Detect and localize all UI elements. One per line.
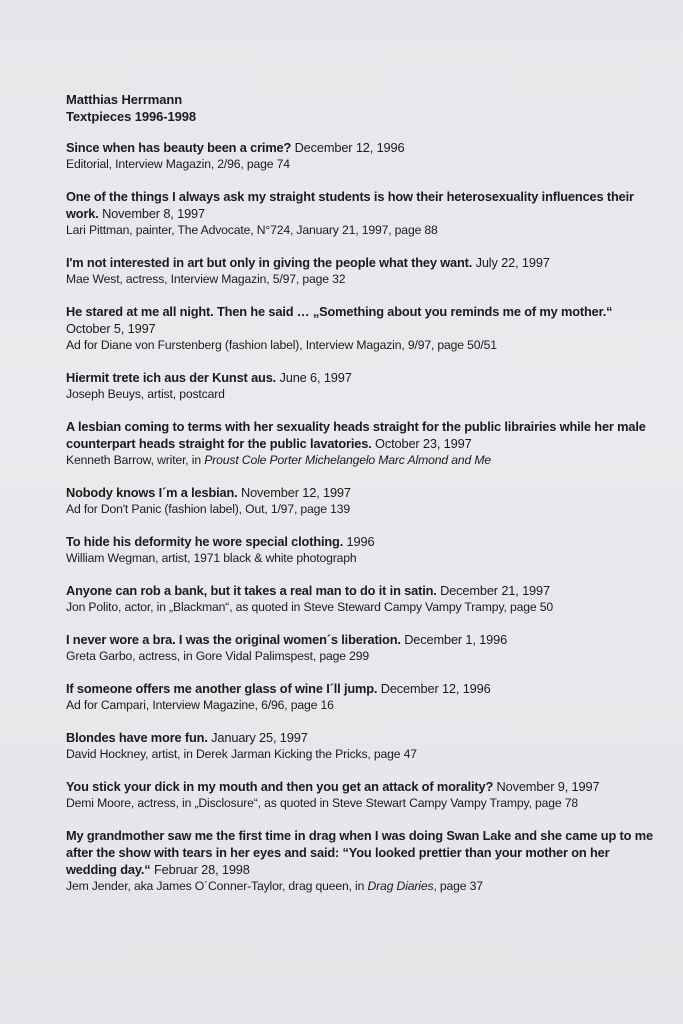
entry-date: July 22, 1997 bbox=[475, 255, 550, 270]
entry-source: Greta Garbo, actress, in Gore Vidal Palimspest, page 299 bbox=[66, 649, 369, 663]
text-entry bbox=[66, 778, 653, 812]
entry-quote: You stick your dick in my mouth and then you get an attack of morality? bbox=[66, 779, 494, 794]
entry-source: Ad for Campari, Interview Magazine, 6/96, page 16 bbox=[66, 698, 334, 712]
entry-date: November 12, 1997 bbox=[241, 485, 351, 500]
source-book-title: Proust Cole Porter Michelangelo Marc Almond and Me bbox=[204, 453, 491, 467]
entry-quote: One of the things I always ask my straight students is how their heterosexuality influences their work. bbox=[66, 189, 634, 221]
document-header bbox=[66, 91, 653, 125]
text-entry bbox=[66, 729, 653, 763]
text-entry bbox=[66, 139, 653, 173]
entry-source: Editorial, Interview Magazin, 2/96, page 74 bbox=[66, 157, 290, 171]
text-entry bbox=[66, 582, 653, 616]
entry-date: October 23, 1997 bbox=[375, 436, 472, 451]
text-entry bbox=[66, 369, 653, 403]
entry-quote: Blondes have more fun. bbox=[66, 730, 208, 745]
entry-quote: A lesbian coming to terms with her sexuality heads straight for the public librairies while her male counterpart heads straight for the public lavatories. bbox=[66, 419, 646, 451]
text-entry bbox=[66, 418, 653, 469]
text-entry bbox=[66, 680, 653, 714]
entry-source: William Wegman, artist, 1971 black & white photograph bbox=[66, 551, 357, 565]
text-entry bbox=[66, 188, 653, 239]
source-book-title: Drag Diaries bbox=[367, 879, 434, 893]
text-entry bbox=[66, 827, 653, 895]
entry-source: Mae West, actress, Interview Magazin, 5/97, page 32 bbox=[66, 272, 346, 286]
entry-date: 1996 bbox=[346, 534, 375, 549]
entry-quote: If someone offers me another glass of wine I´ll jump. bbox=[66, 681, 378, 696]
entry-quote: He stared at me all night. Then he said … „Something about you reminds me of my mother.“ bbox=[66, 304, 613, 319]
entry-source: Jon Polito, actor, in „Blackman“, as quoted in Steve Steward Campy Vampy Trampy, page 50 bbox=[66, 600, 553, 614]
document-title: Textpieces 1996-1998 bbox=[66, 109, 197, 124]
entry-source: Joseph Beuys, artist, postcard bbox=[66, 387, 225, 401]
entry-date: October 5, 1997 bbox=[66, 321, 156, 336]
entry-date: December 12, 1996 bbox=[294, 140, 405, 155]
entry-date: December 12, 1996 bbox=[380, 681, 491, 696]
entry-date: November 8, 1997 bbox=[102, 206, 205, 221]
artist-name: Matthias Herrmann bbox=[66, 92, 183, 107]
entry-quote: I never wore a bra. I was the original women´s liberation. bbox=[66, 632, 401, 647]
text-entry bbox=[66, 533, 653, 567]
entry-source: Lari Pittman, painter, The Advocate, N°724, January 21, 1997, page 88 bbox=[66, 223, 438, 237]
entry-date: Februar 28, 1998 bbox=[153, 862, 250, 877]
entry-date: January 25, 1997 bbox=[211, 730, 308, 745]
entry-source: Demi Moore, actress, in „Disclosure“, as quoted in Steve Stewart Campy Vampy Trampy, page 78 bbox=[66, 796, 579, 810]
entry-source: Ad for Diane von Furstenberg (fashion label), Interview Magazin, 9/97, page 50/51 bbox=[66, 338, 497, 352]
source-page: , page 37 bbox=[433, 879, 483, 893]
text-entry bbox=[66, 254, 653, 288]
entry-source bbox=[66, 452, 653, 469]
text-entry bbox=[66, 484, 653, 518]
entry-quote: Hiermit trete ich aus der Kunst aus. bbox=[66, 370, 277, 385]
entry-date: December 1, 1996 bbox=[404, 632, 508, 647]
source-text: Jem Jender, aka James O´Conner-Taylor, drag queen, in bbox=[66, 879, 365, 893]
entry-quote: Nobody knows I´m a lesbian. bbox=[66, 485, 238, 500]
entry-quote: Anyone can rob a bank, but it takes a real man to do it in satin. bbox=[66, 583, 437, 598]
entry-quote: I'm not interested in art but only in giving the people what they want. bbox=[66, 255, 473, 270]
entry-date: June 6, 1997 bbox=[279, 370, 352, 385]
entry-quote: Since when has beauty been a crime? bbox=[66, 140, 292, 155]
entry-source: Ad for Don't Panic (fashion label), Out, 1/97, page 139 bbox=[66, 502, 351, 516]
source-text: Kenneth Barrow, writer, in bbox=[66, 453, 201, 467]
entry-date: November 9, 1997 bbox=[496, 779, 600, 794]
entry-date: December 21, 1997 bbox=[440, 583, 550, 598]
text-entry bbox=[66, 631, 653, 665]
entry-quote: My grandmother saw me the first time in drag when I was doing Swan Lake and she came up to me after the show with tears in her eyes and said: “You looked prettier than your mother on her wedding day.“ bbox=[66, 828, 653, 877]
entry-quote: To hide his deformity he wore special clothing. bbox=[66, 534, 344, 549]
text-entry bbox=[66, 303, 653, 354]
entry-source bbox=[66, 878, 653, 895]
entry-source: David Hockney, artist, in Derek Jarman Kicking the Pricks, page 47 bbox=[66, 747, 417, 761]
